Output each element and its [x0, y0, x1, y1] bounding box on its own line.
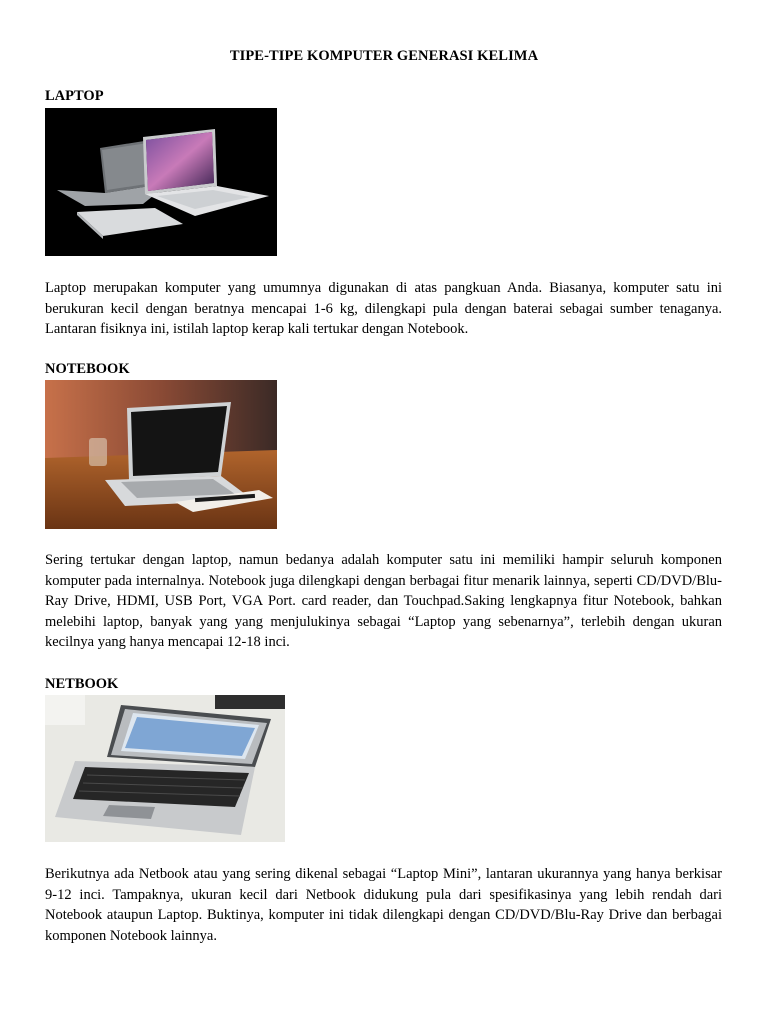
section-heading-notebook: NOTEBOOK [45, 361, 130, 377]
section-heading-laptop: LAPTOP [45, 88, 104, 104]
section-text-netbook: Berikutnya ada Netbook atau yang sering dikenal sebagai “Laptop Mini”, lantaran ukurannya yang hanya berkisar 9-12 inci. Tampaknya, ukuran kecil dari Netbook didukung pula dari spesifikasinya yang lebih rendah dari Notebook ataupun Laptop. Buktinya, komputer ini tidak dilengkapi dengan CD/DVD/Blu-Ray Drive dan berbagai komponen Notebook lainnya. [45, 866, 722, 944]
laptop-photo [45, 108, 277, 256]
section-text-notebook: Sering tertukar dengan laptop, namun bedanya adalah komputer satu ini memiliki hampir seluruh komponen komputer pada internalnya. Notebook juga dilengkapi dengan berbagai fitur menarik lainnya, seperti CD/DVD/Blu-Ray Drive, HDMI, USB Port, VGA Port. card reader, dan Touchpad.Saking lengkapnya fitur Notebook, bahkan melebihi laptop, banyak yang yang menjulukinya sebagai “Laptop yang sebenarnya”, terlebih dengan ukuran kecilnya yang hanya mencapai 12-18 inci. [45, 552, 722, 650]
netbook-photo [45, 695, 285, 842]
notebook-photo [45, 380, 277, 529]
section-heading-netbook: NETBOOK [45, 676, 119, 692]
document-title: TIPE-TIPE KOMPUTER GENERASI KELIMA [229, 48, 539, 64]
section-text-laptop: Laptop merupakan komputer yang umumnya digunakan di atas pangkuan Anda. Biasanya, komputer satu ini berukuran kecil dengan beratnya mencapai 1-6 kg, dilengkapi pula dengan baterai sebagai sumber tenaganya. Lantaran fisiknya ini, istilah laptop kerap kali tertukar dengan Notebook. [45, 280, 722, 337]
